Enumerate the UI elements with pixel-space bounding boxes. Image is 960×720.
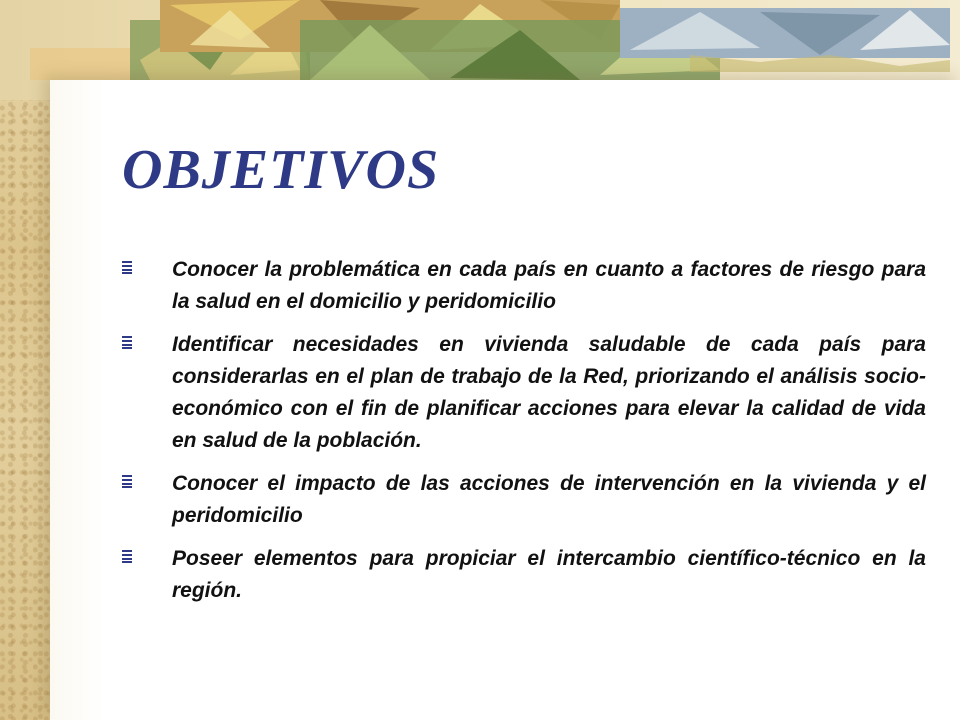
objective-text: Conocer el impacto de las acciones de intervención en la vivienda y el peridomicilio	[172, 472, 926, 527]
stacked-lines-bullet-icon	[122, 261, 132, 274]
stacked-lines-bullet-icon	[122, 550, 132, 563]
objective-item	[120, 254, 926, 318]
objective-item	[120, 468, 926, 532]
objective-text: Poseer elementos para propiciar el intercambio científico-técnico en la región.	[172, 547, 926, 602]
stacked-lines-bullet-icon	[122, 336, 132, 349]
objective-text: Conocer la problemática en cada país en cuanto a factores de riesgo para la salud en el domicilio y peridomicilio	[172, 258, 926, 313]
stacked-lines-bullet-icon	[122, 475, 132, 488]
objective-text: Identificar necesidades en vivienda saludable de cada país para considerarlas en el plan de trabajo de la Red, priorizando el análisis socio-económico con el fin de planificar acciones para elevar la calidad de vida en salud de la población.	[172, 333, 926, 452]
objectives-list	[120, 254, 926, 618]
slide-title: OBJETIVOS	[122, 139, 440, 201]
objective-item	[120, 329, 926, 457]
objective-item	[120, 543, 926, 607]
